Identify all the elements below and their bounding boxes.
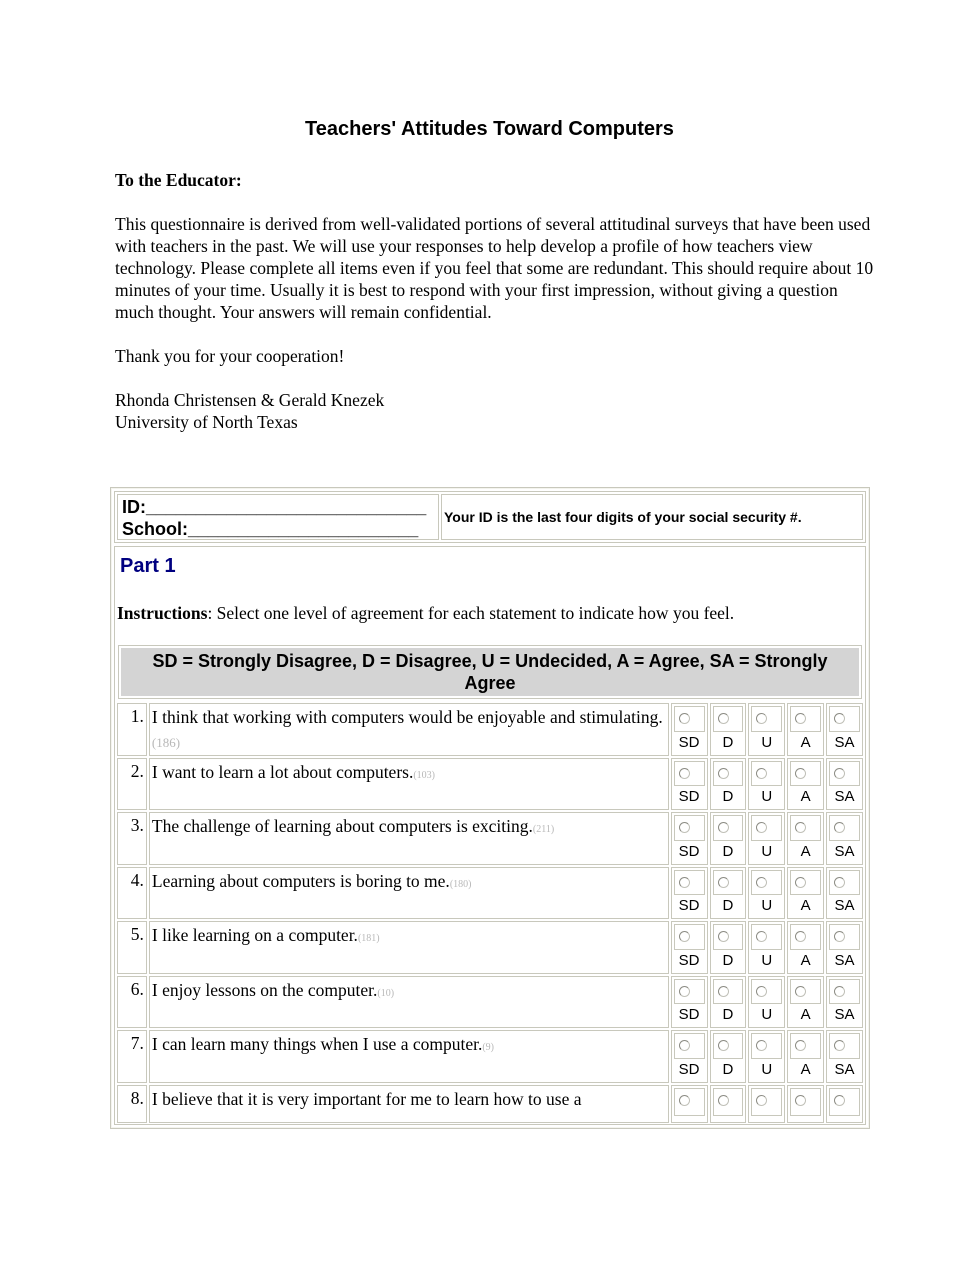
option-label: A	[800, 1006, 811, 1023]
option-label: U	[761, 951, 773, 969]
option-label: D	[722, 842, 734, 860]
radio-button-sd[interactable]	[679, 931, 690, 942]
radio-cell	[829, 924, 860, 950]
radio-button-a[interactable]	[795, 986, 806, 997]
option-label: SD	[678, 897, 700, 914]
table-row	[116, 1029, 864, 1084]
statement-text: I like learning on a computer.	[151, 925, 358, 945]
instructions-text: : Select one level of agreement for each statement to indicate how you feel.	[207, 603, 735, 623]
radio-button-a[interactable]	[795, 713, 806, 724]
option-label: D	[722, 951, 734, 969]
radio-cell	[713, 815, 744, 841]
table-row	[116, 757, 864, 812]
radio-button-sa[interactable]	[834, 931, 845, 942]
item-code: (211)	[532, 824, 555, 835]
option-sd	[671, 921, 708, 974]
intro-section	[115, 169, 875, 433]
option-label: SA	[834, 842, 855, 860]
option-label: U	[761, 788, 773, 805]
radio-button-d[interactable]	[718, 713, 729, 724]
option-label: SD	[678, 1060, 700, 1078]
table-row	[116, 1084, 864, 1124]
radio-cell	[751, 761, 782, 787]
radio-cell	[790, 1088, 821, 1116]
option-sa	[826, 758, 863, 811]
option-a	[787, 867, 824, 920]
id-fields	[117, 494, 439, 540]
radio-button-d[interactable]	[718, 1095, 729, 1106]
page-title: Teachers' Attitudes Toward Computers	[305, 118, 674, 140]
radio-button-sd[interactable]	[679, 877, 690, 888]
statement-text: I can learn many things when I use a computer.	[151, 1034, 483, 1054]
item-statement	[149, 758, 669, 811]
id-note: Your ID is the last four digits of your social security #.	[441, 494, 863, 540]
part-1-section	[114, 546, 866, 1125]
item-number: 8.	[117, 1085, 147, 1123]
option-u	[748, 1085, 785, 1123]
statement-text: I enjoy lessons on the computer.	[151, 979, 378, 1000]
item-number: 1.	[117, 703, 147, 756]
radio-button-sd[interactable]	[679, 713, 690, 724]
table-row	[116, 975, 864, 1030]
option-sd	[671, 976, 708, 1029]
item-code: (181)	[357, 933, 380, 944]
option-label: D	[722, 897, 734, 914]
greeting: To the Educator:	[115, 170, 242, 190]
option-a	[787, 1030, 824, 1083]
option-sd	[671, 703, 708, 756]
radio-cell	[751, 979, 782, 1005]
option-sd	[671, 1085, 708, 1123]
option-label: A	[800, 897, 811, 914]
option-d	[710, 867, 747, 920]
radio-cell	[713, 706, 744, 732]
radio-button-sa[interactable]	[834, 986, 845, 997]
radio-cell	[713, 1088, 744, 1116]
radio-cell	[674, 1088, 705, 1116]
radio-cell	[751, 924, 782, 950]
radio-cell	[829, 815, 860, 841]
option-sa	[826, 1085, 863, 1123]
statement-text: I want to learn a lot about computers.	[151, 761, 414, 782]
radio-button-sa[interactable]	[834, 713, 845, 724]
radio-button-u[interactable]	[756, 768, 767, 779]
radio-cell	[790, 815, 821, 841]
radio-cell	[674, 870, 705, 896]
radio-cell	[674, 979, 705, 1005]
option-u	[748, 703, 785, 756]
option-label: SA	[834, 897, 855, 914]
option-label: A	[800, 951, 811, 969]
option-sa	[826, 976, 863, 1029]
option-sa	[826, 1030, 863, 1083]
item-code: (9)	[482, 1042, 495, 1053]
radio-cell	[674, 761, 705, 787]
table-row	[116, 866, 864, 921]
radio-cell	[790, 979, 821, 1005]
option-u	[748, 976, 785, 1029]
radio-button-sd[interactable]	[679, 768, 690, 779]
instructions	[115, 585, 865, 643]
option-sa	[826, 867, 863, 920]
radio-button-a[interactable]	[795, 768, 806, 779]
scale-legend-text: SD = Strongly Disagree, D = Disagree, U = Undecided, A = Agree, SA = Strongly Agree	[121, 648, 859, 696]
intro-paragraph: This questionnaire is derived from well-validated portions of several attitudinal surveys that have been used with teachers in the past. We will use your responses to help develop a profile of how teachers view technology. Please complete all items even if you feel that some are redundant. This should require about 10 minutes of your time. Usually it is best to respond with your first impression, without giving a question much thought. Your answers will remain confidential.	[115, 214, 874, 322]
radio-cell	[829, 870, 860, 896]
option-u	[748, 921, 785, 974]
statement-text: I think that working with computers would be enjoyable and stimulating.	[151, 707, 663, 727]
option-label: SA	[834, 1060, 855, 1078]
option-label: A	[800, 842, 811, 860]
radio-button-a[interactable]	[795, 931, 806, 942]
item-code: (10)	[377, 987, 395, 999]
radio-cell	[790, 706, 821, 732]
id-field[interactable]: ID:____________________________	[122, 497, 427, 517]
radio-cell	[829, 761, 860, 787]
radio-button-u[interactable]	[756, 877, 767, 888]
option-a	[787, 812, 824, 865]
thanks-text: Thank you for your cooperation!	[115, 346, 345, 366]
id-box	[114, 491, 866, 543]
radio-cell	[751, 1088, 782, 1116]
radio-button-d[interactable]	[718, 986, 729, 997]
radio-button-u[interactable]	[756, 713, 767, 724]
radio-button-sd[interactable]	[679, 1040, 690, 1051]
option-sd	[671, 867, 708, 920]
radio-button-u[interactable]	[756, 931, 767, 942]
item-code: (186)	[151, 735, 181, 750]
radio-cell	[829, 1088, 860, 1116]
radio-button-d[interactable]	[718, 768, 729, 779]
radio-cell	[713, 761, 744, 787]
radio-cell	[751, 706, 782, 732]
option-label: D	[722, 1060, 734, 1078]
statement-text: The challenge of learning about computers is exciting.	[151, 816, 533, 836]
option-d	[710, 758, 747, 811]
item-statement	[149, 921, 669, 974]
option-label: U	[761, 842, 773, 860]
radio-button-u[interactable]	[756, 1040, 767, 1051]
radio-cell	[790, 924, 821, 950]
radio-button-a[interactable]	[795, 1040, 806, 1051]
radio-button-sd[interactable]	[679, 1095, 690, 1106]
option-d	[710, 812, 747, 865]
radio-cell	[790, 761, 821, 787]
radio-button-u[interactable]	[756, 822, 767, 833]
option-sa	[826, 703, 863, 756]
item-number: 7.	[117, 1030, 147, 1083]
option-d	[710, 976, 747, 1029]
radio-cell	[751, 870, 782, 896]
option-label: SA	[834, 788, 855, 805]
radio-button-u[interactable]	[756, 986, 767, 997]
radio-button-d[interactable]	[718, 1040, 729, 1051]
radio-button-sa[interactable]	[834, 877, 845, 888]
option-label: D	[722, 733, 734, 751]
statement-text: I believe that it is very important for me to learn how to use a	[151, 1088, 582, 1109]
item-statement	[149, 1085, 669, 1123]
radio-cell	[829, 706, 860, 732]
item-statement	[149, 703, 669, 756]
option-label: SD	[678, 1006, 700, 1023]
option-a	[787, 976, 824, 1029]
survey-form	[110, 487, 870, 1129]
option-d	[710, 703, 747, 756]
option-label: U	[761, 1006, 773, 1023]
radio-cell	[674, 706, 705, 732]
radio-button-sa[interactable]	[834, 768, 845, 779]
item-statement	[149, 976, 669, 1029]
option-d	[710, 1085, 747, 1123]
option-label: U	[761, 897, 773, 914]
radio-cell	[829, 979, 860, 1005]
option-label: A	[800, 1060, 811, 1078]
radio-button-d[interactable]	[718, 822, 729, 833]
option-sd	[671, 1030, 708, 1083]
radio-button-sa[interactable]	[834, 1040, 845, 1051]
radio-cell	[790, 870, 821, 896]
radio-cell	[713, 924, 744, 950]
option-label: D	[722, 788, 734, 805]
option-label: SD	[678, 842, 700, 860]
option-label: SD	[678, 951, 700, 969]
radio-button-a[interactable]	[795, 822, 806, 833]
option-label: A	[800, 733, 811, 751]
option-a	[787, 1085, 824, 1123]
radio-button-sa[interactable]	[834, 822, 845, 833]
part-title: Part 1	[120, 555, 176, 577]
radio-cell	[790, 1033, 821, 1059]
radio-cell	[751, 1033, 782, 1059]
radio-button-a[interactable]	[795, 1095, 806, 1106]
statement-text: Learning about computers is boring to me.	[151, 870, 450, 891]
radio-cell	[713, 979, 744, 1005]
option-label: SA	[834, 733, 855, 751]
radio-cell	[713, 1033, 744, 1059]
table-row	[116, 920, 864, 975]
instructions-label: Instructions	[117, 603, 208, 623]
option-label: U	[761, 1060, 773, 1078]
radio-cell	[713, 870, 744, 896]
items-table	[116, 702, 864, 1124]
item-number: 3.	[117, 812, 147, 865]
item-code: (103)	[413, 769, 436, 781]
option-u	[748, 1030, 785, 1083]
radio-button-sa[interactable]	[834, 1095, 845, 1106]
affiliation: University of North Texas	[115, 412, 298, 432]
option-label: SA	[834, 951, 855, 969]
option-label: SA	[834, 1006, 855, 1023]
option-a	[787, 758, 824, 811]
option-label: SD	[678, 788, 700, 805]
item-statement	[149, 1030, 669, 1083]
radio-cell	[829, 1033, 860, 1059]
item-code: (180)	[449, 878, 472, 890]
radio-button-sd[interactable]	[679, 986, 690, 997]
option-u	[748, 867, 785, 920]
option-sa	[826, 812, 863, 865]
option-label: D	[722, 1006, 734, 1023]
option-d	[710, 1030, 747, 1083]
option-a	[787, 921, 824, 974]
radio-cell	[674, 1033, 705, 1059]
radio-cell	[674, 815, 705, 841]
table-row	[116, 811, 864, 866]
option-a	[787, 703, 824, 756]
radio-button-d[interactable]	[718, 931, 729, 942]
option-d	[710, 921, 747, 974]
item-number: 5.	[117, 921, 147, 974]
item-statement	[149, 867, 669, 920]
option-label: SD	[678, 733, 700, 751]
option-sd	[671, 758, 708, 811]
radio-cell	[751, 815, 782, 841]
option-u	[748, 812, 785, 865]
radio-button-sd[interactable]	[679, 822, 690, 833]
radio-cell	[674, 924, 705, 950]
school-field[interactable]: School:_______________________	[122, 519, 419, 539]
option-u	[748, 758, 785, 811]
table-row	[116, 702, 864, 757]
item-number: 2.	[117, 758, 147, 811]
authors: Rhonda Christensen & Gerald Knezek	[115, 390, 385, 410]
radio-button-u[interactable]	[756, 1095, 767, 1106]
option-sa	[826, 921, 863, 974]
option-label: A	[800, 788, 811, 805]
scale-legend	[118, 645, 862, 699]
radio-button-a[interactable]	[795, 877, 806, 888]
item-number: 6.	[117, 976, 147, 1029]
option-label: U	[761, 733, 773, 751]
item-statement	[149, 812, 669, 865]
radio-button-d[interactable]	[718, 877, 729, 888]
item-number: 4.	[117, 867, 147, 920]
option-sd	[671, 812, 708, 865]
